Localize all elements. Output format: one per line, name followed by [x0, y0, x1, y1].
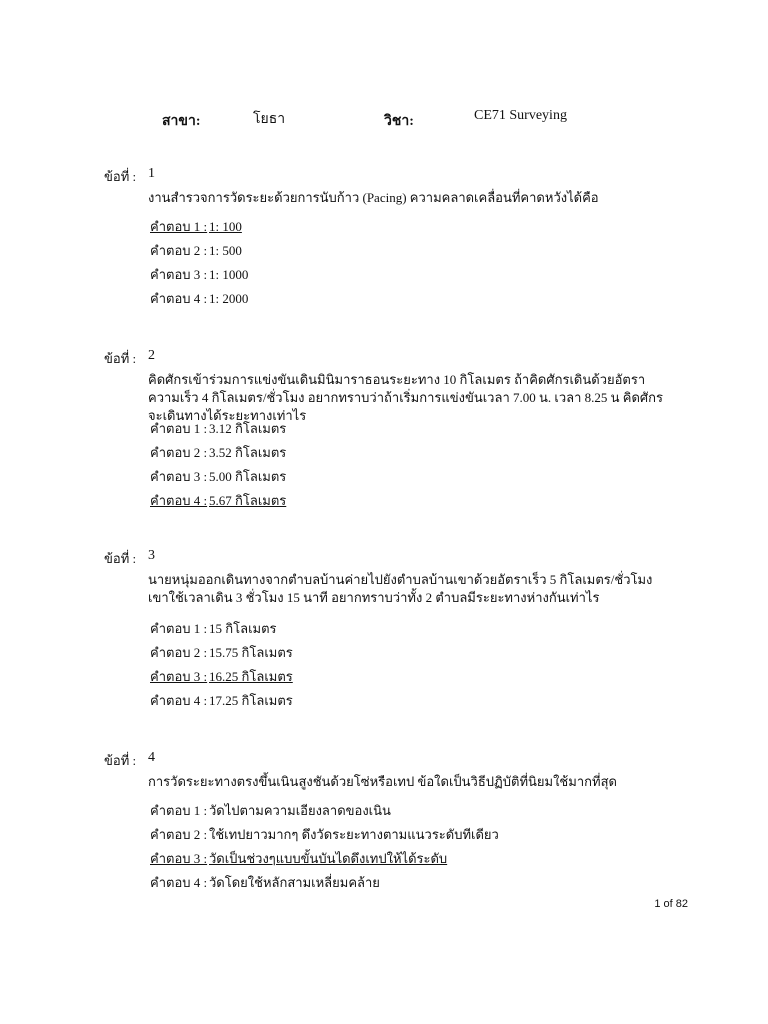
answer-option[interactable]: [150, 692, 650, 716]
answer-option[interactable]: [150, 242, 650, 266]
answer-option[interactable]: [150, 420, 650, 444]
answer-value: วัดโดยใช้หลักสามเหลี่ยมคล้าย: [209, 875, 380, 890]
answer-option[interactable]: [150, 444, 650, 468]
question-label: ข้อที่ :: [104, 351, 137, 366]
answer-label: คำตอบ 4 :: [150, 875, 208, 890]
answer-label: คำตอบ 3 :: [150, 851, 208, 866]
answer-option-correct[interactable]: [150, 218, 650, 242]
subject-label: วิชา:: [384, 114, 414, 129]
subject-value: CE71 Surveying: [474, 108, 567, 123]
answer-label: คำตอบ 4 :: [150, 493, 208, 508]
answer-label: คำตอบ 1 :: [150, 621, 208, 636]
answer-option[interactable]: [150, 874, 650, 898]
answer-option[interactable]: [150, 620, 650, 644]
answer-value: 5.67 กิโลเมตร: [209, 493, 287, 508]
answer-label: คำตอบ 2 :: [150, 445, 208, 460]
answer-label: คำตอบ 3 :: [150, 267, 208, 282]
branch-label: สาขา:: [162, 114, 201, 129]
answer-label: คำตอบ 4 :: [150, 693, 208, 708]
answer-value: 3.12 กิโลเมตร: [209, 421, 287, 436]
answer-value: วัดไปตามความเอียงลาดของเนิน: [209, 803, 391, 818]
answer-option[interactable]: [150, 826, 650, 850]
answer-option[interactable]: [150, 468, 650, 492]
answer-label: คำตอบ 3 :: [150, 469, 208, 484]
answer-list: [150, 802, 650, 898]
answer-value: 5.00 กิโลเมตร: [209, 469, 287, 484]
branch-value: โยธา: [253, 112, 286, 127]
answer-option[interactable]: [150, 802, 650, 826]
answer-value: ใช้เทปยาวมากๆ ดึงวัดระยะทางตามแนวระดับทีเดียว: [209, 827, 499, 842]
answer-label: คำตอบ 1 :: [150, 803, 208, 818]
answer-value: 1: 2000: [209, 291, 249, 306]
question-number: 2: [148, 348, 155, 363]
answer-value: วัดเป็นช่วงๆแบบขั้นบันไดดึงเทปให้ได้ระดับ: [209, 851, 448, 866]
answer-label: คำตอบ 1 :: [150, 421, 208, 436]
question-label: ข้อที่ :: [104, 551, 137, 566]
question-text: นายหนุ่มออกเดินทางจากตำบลบ้านค่ายไปยังตำบลบ้านเขาด้วยอัตราเร็ว 5 กิโลเมตร/ชั่วโมง เขาใช้เวลาเดิน 3 ชั่วโมง 15 นาที อยากทราบว่าทั้ง 2 ตำบลมีระยะทางห่างกันเท่าไร: [148, 572, 653, 605]
answer-value: 16.25 กิโลเมตร: [209, 669, 293, 684]
answer-list: [150, 420, 650, 516]
answer-value: 1: 1000: [209, 267, 249, 282]
answer-label: คำตอบ 2 :: [150, 243, 208, 258]
answer-option[interactable]: [150, 266, 650, 290]
answer-label: คำตอบ 1 :: [150, 219, 208, 234]
answer-label: คำตอบ 4 :: [150, 291, 208, 306]
answer-option[interactable]: [150, 644, 650, 668]
answer-list: [150, 218, 650, 314]
question-label: ข้อที่ :: [104, 169, 137, 184]
answer-value: 1: 100: [209, 219, 242, 234]
page-number: 1 of 82: [654, 898, 688, 910]
answer-option-correct[interactable]: [150, 668, 650, 692]
answer-value: 1: 500: [209, 243, 242, 258]
answer-value: 3.52 กิโลเมตร: [209, 445, 287, 460]
question-number: 1: [148, 166, 155, 181]
answer-label: คำตอบ 3 :: [150, 669, 208, 684]
question-text: งานสำรวจการวัดระยะด้วยการนับก้าว (Pacing) ความคลาดเคลื่อนที่คาดหวังได้คือ: [148, 190, 599, 205]
answer-list: [150, 620, 650, 716]
answer-option[interactable]: [150, 290, 650, 314]
answer-label: คำตอบ 2 :: [150, 827, 208, 842]
question-label: ข้อที่ :: [104, 753, 137, 768]
question-text: คิดศักรเข้าร่วมการแข่งขันเดินมินิมาราธอนระยะทาง 10 กิโลเมตร ถ้าคิดศักรเดินด้วยอัตราความเร็ว 4 กิโลเมตร/ชั่วโมง อยากทราบว่าถ้าเริ่มการแข่งขันเวลา 7.00 น. เวลา 8.25 น คิดศักรจะเดินทางได้ระยะทางเท่าไร: [148, 372, 664, 423]
answer-option-correct[interactable]: [150, 850, 650, 874]
answer-value: 15.75 กิโลเมตร: [209, 645, 293, 660]
question-number: 3: [148, 548, 155, 563]
answer-option-correct[interactable]: [150, 492, 650, 516]
question-text: การวัดระยะทางตรงขึ้นเนินสูงชันด้วยโซ่หรือเทป ข้อใดเป็นวิธีปฏิบัติที่นิยมใช้มากที่สุด: [148, 774, 617, 789]
answer-value: 17.25 กิโลเมตร: [209, 693, 293, 708]
question-number: 4: [148, 750, 155, 765]
answer-value: 15 กิโลเมตร: [209, 621, 277, 636]
exam-header: [0, 108, 768, 128]
answer-label: คำตอบ 2 :: [150, 645, 208, 660]
